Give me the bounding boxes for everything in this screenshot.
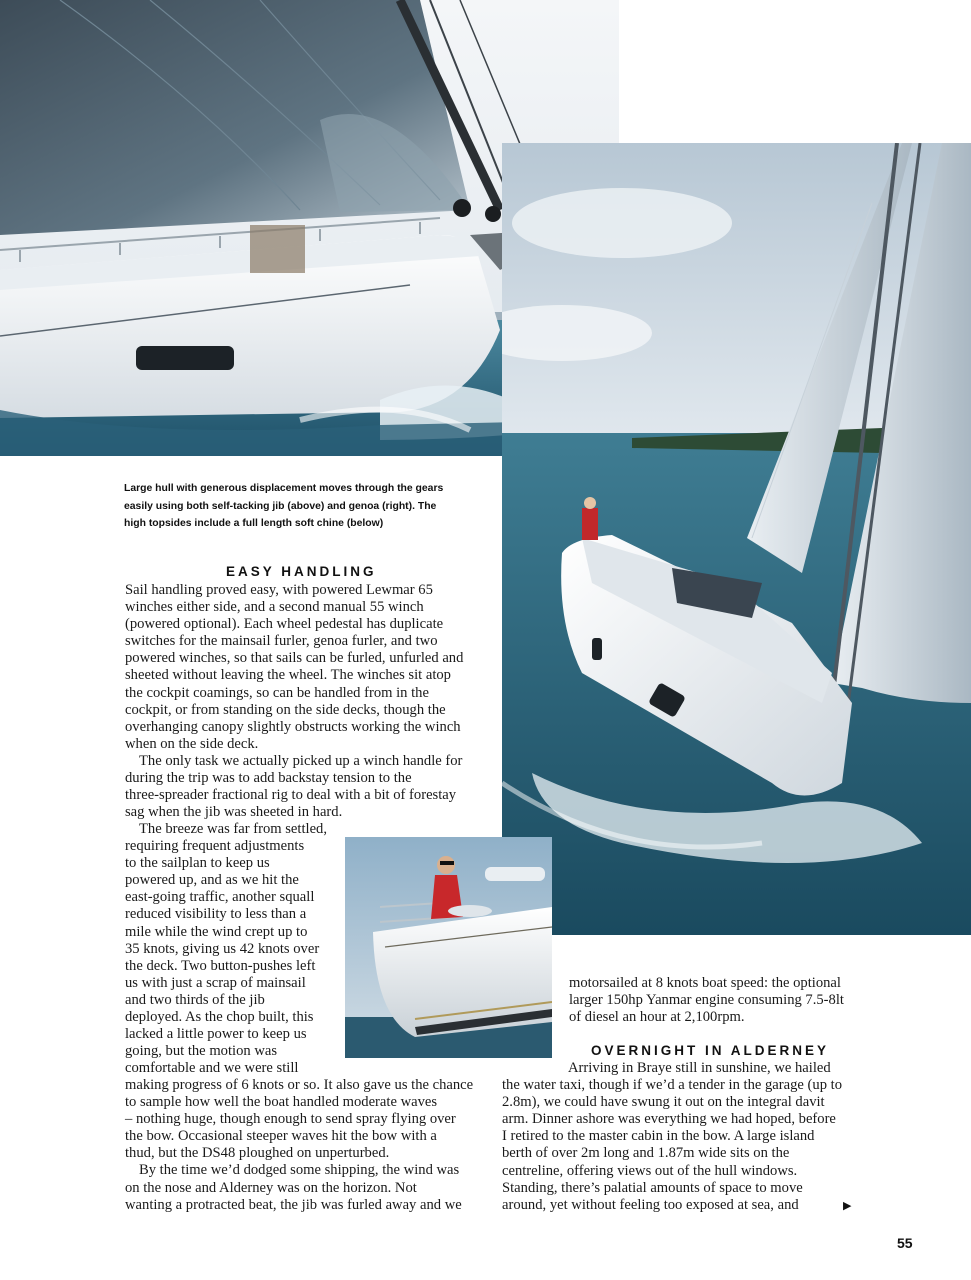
paragraph (569, 975, 859, 1026)
text-line: during the trip was to add backstay tension to the (125, 770, 412, 787)
photo-helmsman (345, 837, 552, 1058)
text-line: Sail handling proved easy, with powered Lewmar 65 (125, 582, 433, 598)
text-line: lacked a little power to keep us (125, 1026, 307, 1043)
paragraph (125, 821, 340, 1077)
text-line: to sample how well the boat handled moderate waves (125, 1094, 438, 1111)
text-line: reduced visibility to less than a (125, 906, 307, 923)
text-line: berth of over 2m long and 1.87m wide sits on the (502, 1145, 790, 1162)
text-line: centreline, offering views out of the hull windows. (502, 1162, 798, 1179)
text-line: switches for the mainsail furler, genoa furler, and two (125, 633, 438, 650)
text-line: powered up, and as we hit the (125, 872, 299, 889)
caption-line: Large hull with generous displacement moves through the gears (124, 483, 444, 494)
section-heading-easy-handling: EASY HANDLING (226, 564, 377, 579)
caption-line: easily using both self-tacking jib (above) and genoa (right). The (124, 500, 437, 512)
text-line: thud, but the DS48 ploughed on unperturbed. (125, 1145, 390, 1162)
text-line: comfortable and we were still (125, 1060, 299, 1077)
text-line: three-spreader fractional rig to deal with a bit of forestay (125, 787, 457, 804)
text-line: to the sailplan to keep us (125, 855, 270, 872)
paragraph (125, 753, 480, 821)
text-line: – nothing huge, though enough to send spray flying over (125, 1111, 456, 1128)
text-line: sheeted without leaving the wheel. The winches sit atop (125, 667, 451, 684)
article-body-narrow (125, 821, 340, 1077)
text-line: 35 knots, giving us 42 knots over (125, 940, 320, 957)
text-line: the cockpit coamings, so can be handled from in the (125, 684, 429, 701)
text-line: us with just a scrap of mainsail (125, 974, 306, 991)
text-line: going, but the motion was (125, 1043, 278, 1060)
text-line: deployed. As the chop built, this (125, 1009, 314, 1026)
article-body-easy-handling (125, 582, 480, 821)
text-line: wanting a protracted beat, the jib was furled away and we (125, 1196, 462, 1213)
text-line: I retired to the master cabin in the bow. A large island (502, 1128, 815, 1145)
text-line: making progress of 6 knots or so. It also gave us the chance (125, 1077, 474, 1093)
text-line: mile while the wind crept up to (125, 923, 308, 940)
text-line: winches either side, and a second manual 55 winch (125, 599, 424, 616)
text-line: (powered optional). Each wheel pedestal has duplicate (125, 616, 444, 633)
continue-arrow-icon: ▶ (843, 1199, 852, 1212)
text-line: powered winches, so that sails can be furled, unfurled and (125, 650, 464, 667)
paragraph (502, 1060, 854, 1214)
text-line: sag when the jib was sheeted in hard. (125, 804, 343, 821)
text-line: By the time we’d dodged some shipping, the wind was (139, 1162, 460, 1179)
text-line: requiring frequent adjustments (125, 838, 305, 855)
text-line: Standing, there’s palatial amounts of space to move (502, 1179, 803, 1196)
caption-line: high topsides include a full length soft chine (below) (124, 518, 384, 529)
text-line: of diesel an hour at 2,100rpm. (569, 1009, 745, 1026)
text-line: and two thirds of the jib (125, 991, 265, 1008)
text-line: 2.8m), we could have swung it out on the integral davit (502, 1094, 825, 1111)
text-line: motorsailed at 8 knots boat speed: the optional (569, 975, 841, 991)
paragraph (125, 1162, 485, 1213)
text-line: the bow. Occasional steeper waves hit the bow with a (125, 1128, 437, 1145)
text-line: around, yet without feeling too exposed at sea, and (502, 1196, 799, 1213)
text-line: The breeze was far from settled, (139, 821, 328, 837)
text-line: the water taxi, though if we’d a tender in the garage (up to (502, 1077, 842, 1094)
text-line: the deck. Two button-pushes left (125, 957, 316, 974)
article-body-lower (125, 1077, 485, 1214)
photo-caption (124, 480, 469, 533)
text-line: larger 150hp Yanmar engine consuming 7.5-8lt (569, 992, 844, 1009)
text-line: overhanging canopy slightly obstructs working the winch (125, 718, 461, 735)
paragraph (125, 1077, 485, 1162)
text-line: arm. Dinner ashore was everything we had hoped, before (502, 1111, 836, 1128)
text-line: The only task we actually picked up a winch handle for (139, 752, 463, 769)
text-line: on the nose and Alderney was on the horizon. Not (125, 1179, 417, 1196)
text-line: east-going traffic, another squall (125, 889, 315, 906)
photo-yacht-genoa (502, 143, 971, 935)
text-line: cockpit, or from standing on the side decks, though the (125, 701, 446, 718)
section-heading-overnight-in-alderney: OVERNIGHT IN ALDERNEY (591, 1043, 830, 1058)
text-line: Arriving in Braye still in sunshine, we hailed (568, 1060, 831, 1076)
text-line: when on the side deck. (125, 735, 259, 752)
page-number: 55 (897, 1235, 913, 1251)
article-body-alderney (502, 1060, 854, 1214)
paragraph (125, 582, 480, 753)
article-body-motorsail (569, 975, 859, 1026)
